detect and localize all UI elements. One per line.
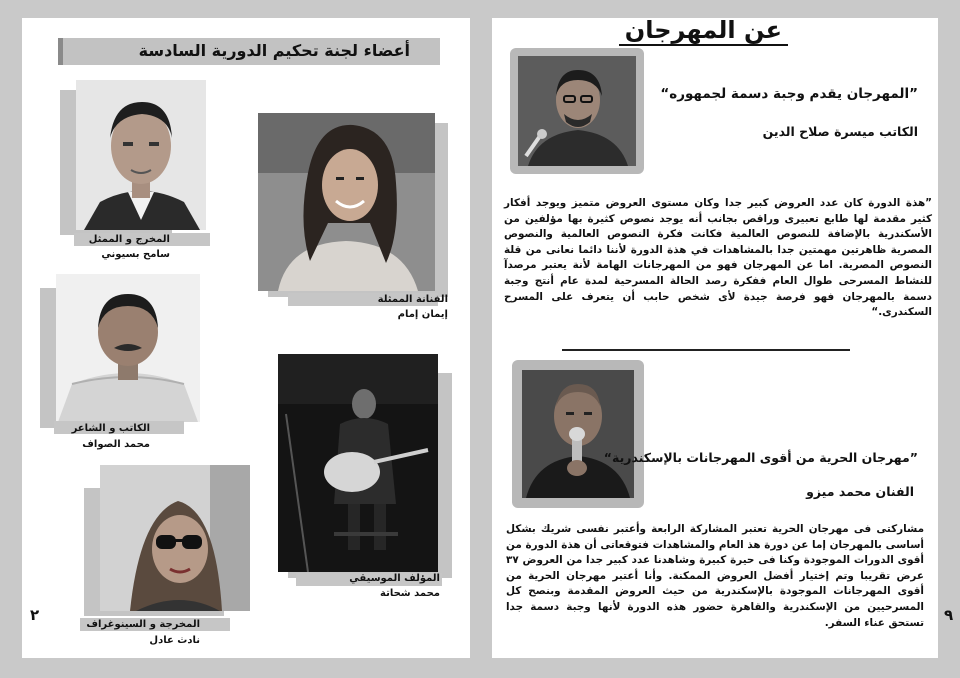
left-page: [22, 18, 470, 658]
member-name-4: محمد شحاتة: [380, 588, 440, 599]
article2-author: الفنان محمد ميزو: [806, 484, 914, 499]
musician-playing-oud-image: [278, 354, 438, 572]
member-role-1: المخرج و الممثل: [88, 234, 170, 245]
portrait-man-microphone-image: [518, 56, 636, 166]
member-photo-4: [278, 354, 438, 572]
member-role-5: المخرجة و السينوغراف: [86, 619, 200, 630]
member-role-4: المؤلف الموسيقي: [349, 573, 440, 584]
jury-header-banner: [58, 38, 440, 65]
member-photo-2: [258, 113, 435, 291]
page-title: عن المهرجان: [619, 16, 788, 46]
portrait-man-singing-microphone-image: [522, 370, 634, 498]
member-role-2: الفنانة الممثلة: [377, 294, 448, 305]
member-role-3: الكاتب و الشاعر: [71, 423, 150, 434]
portrait-woman-smiling-image: [258, 113, 435, 291]
right-page: [492, 16, 954, 658]
article1-headline: ”المهرجان يقدم وجبة دسمة لجمهوره“: [660, 86, 918, 102]
member-name-3: محمد الصواف: [82, 439, 150, 450]
article-divider: [562, 349, 850, 351]
article2-body: مشاركتى فى مهرجان الحرية تعتبر المشاركة الرابعة وأعتبر نفسى شريك بشكل أساسى بالمهرجان إما عن دورة هذ العام والمشاهدات فتوقعاتى أن هذة الدورة من أقوى الدورات الموجودة وكنا فى حيرة كبيرة وشاهدنا عدد كبير جدا من العروض ٣٧ عرض تقريبا وتم إختيار أفضل العروض الممكنة. وأنا أعتبر مهرجان الحرية من أقوى المهرجانات الموجودة بالإسكندرية من حيث العروض المقدمة وبنصح كل المسرحيين من الإسكندرية والقاهرة حضور هذه الدورة لأنها وجبة دسمة جدا تستحق عناء السفر.: [506, 523, 924, 629]
article1-body: ”هذة الدورة كان عدد العروض كبير جدا وكان مستوى العروض متميز ويوجد أفكار كثير مقدمة لها طابع تعبيرى وراقص بجانب أنه يوجد نصوص كثيرة بها مؤلفين من الأسكندرية بالإضافة للنصوص العالمية فكانت فكرة النصوص العالمية والنصوص المصرية ظاهرتين مهمتين جدا بالمشاهدات في هذة الدورة لأننا دائما نعانى من قلة النصوص المصرية. اما عن المهرجان فهو من المهرجانات الهامة لأنة يعتبر مرصدآ للنشاط المسرحى طوال العام ففكرة رصد الحالة المسرحية لمدة عام أنتج وجبة دسمة بالمهرجان فهو فرصة جيدة لأى شخص حابب أن يتعرف على المسرح السكندرى.“: [504, 197, 932, 319]
member-name-1: سامح بسيوني: [101, 249, 170, 260]
member-name-5: نادث عادل: [149, 635, 200, 646]
article1-author-photo: [518, 56, 636, 166]
member-photo-5: [100, 465, 250, 611]
jury-header-title: أعضاء لجنة تحكيم الدورية السادسة: [138, 41, 410, 60]
right-page-number: ٩: [944, 606, 954, 624]
portrait-woman-sunglasses-image: [100, 465, 250, 611]
member-name-2: إيمان إمام: [397, 309, 448, 320]
article2-headline: ”مهرجان الحرية من أقوى المهرجانات بالإسكندرية“: [603, 450, 918, 465]
portrait-man-mustache-image: [56, 274, 200, 422]
left-page-number: ٢: [30, 606, 40, 624]
portrait-man-suit-image: [76, 80, 206, 230]
member-photo-3: [56, 274, 200, 422]
article1-author: الكاتب ميسرة صلاح الدين: [762, 124, 918, 139]
member-photo-1: [76, 80, 206, 230]
article2-author-photo: [522, 370, 634, 498]
